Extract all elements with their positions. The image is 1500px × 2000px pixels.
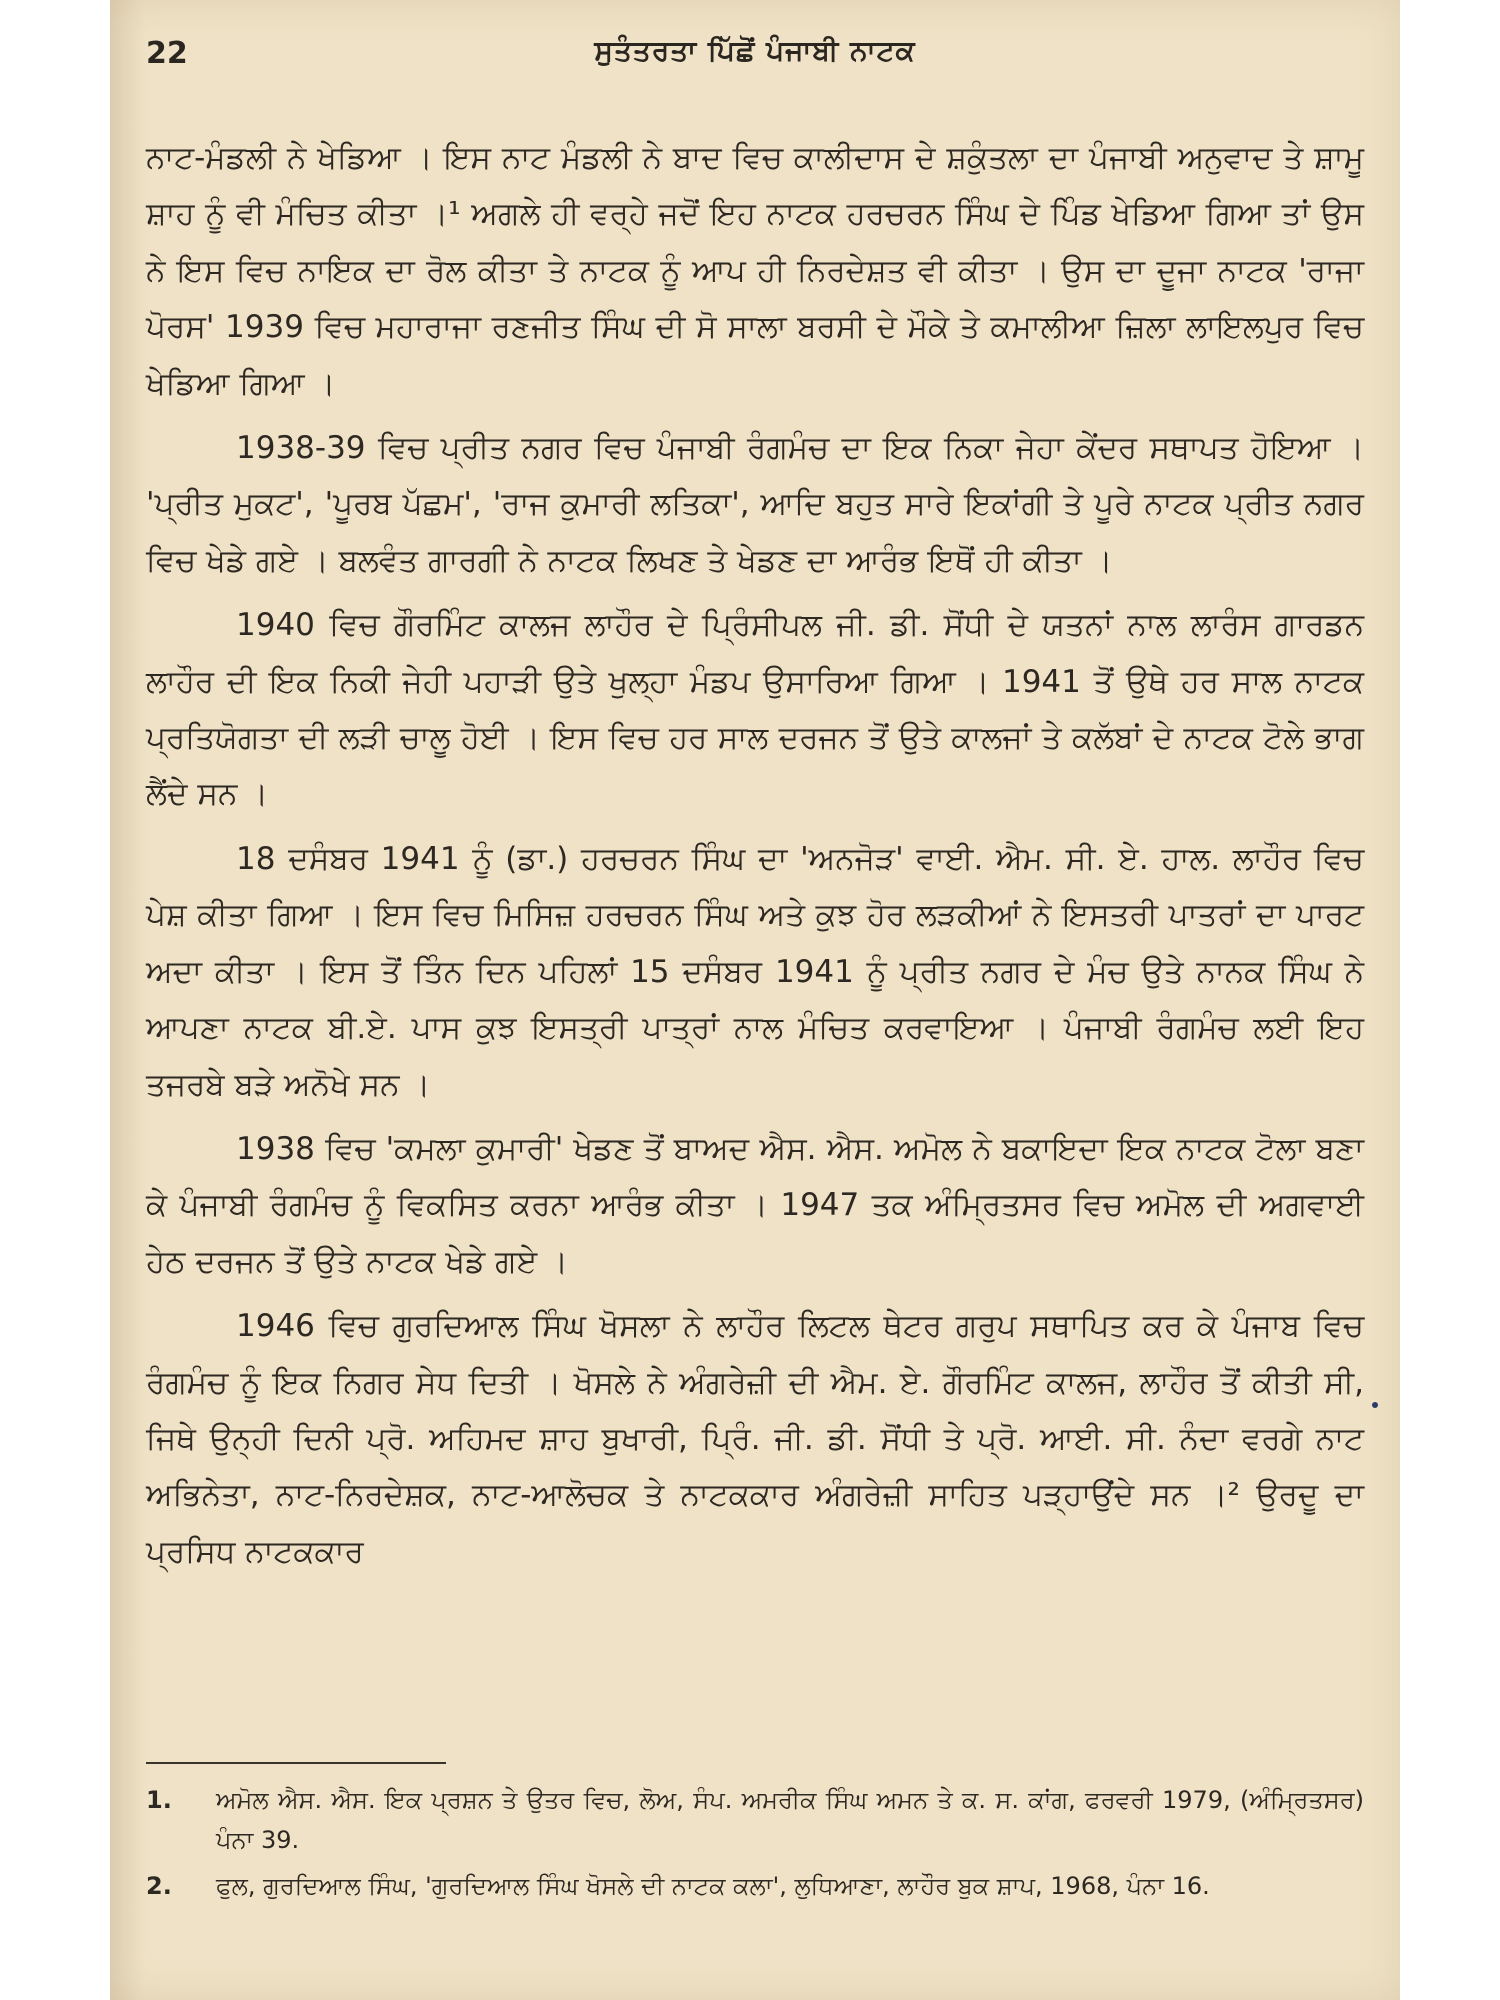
paragraph-3: 1940 ਵਿਚ ਗੌਰਮਿੰਟ ਕਾਲਜ ਲਾਹੌਰ ਦੇ ਪ੍ਰਿੰਸੀਪਲ ਜੀ. ਡੀ. ਸੋਂਧੀ ਦੇ ਯਤਨਾਂ ਨਾਲ ਲਾਰੰਸ ਗਾਰਡਨ ਲਾਹੌਰ ਦੀ ਇਕ ਨਿਕੀ ਜੇਹੀ ਪਹਾੜੀ ਉਤੇ ਖੁਲ੍ਹਾ ਮੰਡਪ ਉਸਾਰਿਆ ਗਿਆ । 1941 ਤੋਂ ਉਥੇ ਹਰ ਸਾਲ ਨਾਟਕ ਪ੍ਰਤਿਯੋਗਤਾ ਦੀ ਲੜੀ ਚਾਲੂ ਹੋਈ । ਇਸ ਵਿਚ ਹਰ ਸਾਲ ਦਰਜਨ ਤੋਂ ਉਤੇ ਕਾਲਜਾਂ ਤੇ ਕਲੱਬਾਂ ਦੇ ਨਾਟਕ ਟੋਲੇ ਭਾਗ ਲੈਂਦੇ ਸਨ ।: [146, 607, 1364, 813]
page-number: 22: [146, 36, 188, 71]
body-text: [146, 130, 1364, 1588]
paragraph-6: 1946 ਵਿਚ ਗੁਰਦਿਆਲ ਸਿੰਘ ਖੋਸਲਾ ਨੇ ਲਾਹੌਰ ਲਿਟਲ ਥੇਟਰ ਗਰੁਪ ਸਥਾਪਿਤ ਕਰ ਕੇ ਪੰਜਾਬ ਵਿਚ ਰੰਗਮੰਚ ਨੂੰ ਇਕ ਨਿਗਰ ਸੇਧ ਦਿਤੀ । ਖੋਸਲੇ ਨੇ ਅੰਗਰੇਜ਼ੀ ਦੀ ਐਮ. ਏ. ਗੌਰਮਿੰਟ ਕਾਲਜ, ਲਾਹੌਰ ਤੋਂ ਕੀਤੀ ਸੀ, ਜਿਥੇ ਉਨ੍ਹੀ ਦਿਨੀ ਪ੍ਰੋ. ਅਹਿਮਦ ਸ਼ਾਹ ਬੁਖਾਰੀ, ਪ੍ਰਿੰ. ਜੀ. ਡੀ. ਸੋਂਧੀ ਤੇ ਪ੍ਰੋ. ਆਈ. ਸੀ. ਨੰਦਾ ਵਰਗੇ ਨਾਟ ਅਭਿਨੇਤਾ, ਨਾਟ-ਨਿਰਦੇਸ਼ਕ, ਨਾਟ-ਆਲੋਚਕ ਤੇ ਨਾਟਕਕਾਰ ਅੰਗਰੇਜ਼ੀ ਸਾਹਿਤ ਪੜ੍ਹਾਉਂਦੇ ਸਨ ।² ਉਰਦੂ ਦਾ ਪ੍ਰਸਿਧ ਨਾਟਕਕਾਰ: [146, 1308, 1364, 1570]
book-page: [110, 0, 1400, 2000]
footnote-text: ਫੁਲ, ਗੁਰਦਿਆਲ ਸਿੰਘ, 'ਗੁਰਦਿਆਲ ਸਿੰਘ ਖੋਸਲੇ ਦੀ ਨਾਟਕ ਕਲਾ', ਲੁਧਿਆਣਾ, ਲਾਹੌਰ ਬੁਕ ਸ਼ਾਪ, 1968, ਪੰਨਾ 16.: [216, 1872, 1210, 1900]
footnotes: [146, 1780, 1364, 1912]
footnote-divider: [146, 1762, 446, 1764]
paragraph-5: 1938 ਵਿਚ 'ਕਮਲਾ ਕੁਮਾਰੀ' ਖੇਡਣ ਤੋਂ ਬਾਅਦ ਐਸ. ਐਸ. ਅਮੋਲ ਨੇ ਬਕਾਇਦਾ ਇਕ ਨਾਟਕ ਟੋਲਾ ਬਣਾ ਕੇ ਪੰਜਾਬੀ ਰੰਗਮੰਚ ਨੂੰ ਵਿਕਸਿਤ ਕਰਨਾ ਆਰੰਭ ਕੀਤਾ । 1947 ਤਕ ਅੰਮ੍ਰਿਤਸਰ ਵਿਚ ਅਮੋਲ ਦੀ ਅਗਵਾਈ ਹੇਠ ਦਰਜਨ ਤੋਂ ਉਤੇ ਨਾਟਕ ਖੇਡੇ ਗਏ ।: [146, 1130, 1364, 1280]
footnote-text: ਅਮੋਲ ਐਸ. ਐਸ. ਇਕ ਪ੍ਰਸ਼ਨ ਤੇ ਉਤਰ ਵਿਚ, ਲੋਅ, ਸੰਪ. ਅਮਰੀਕ ਸਿੰਘ ਅਮਨ ਤੇ ਕ. ਸ. ਕਾਂਗ, ਫਰਵਰੀ 1979, (ਅੰਮ੍ਰਿਤਸਰ) ਪੰਨਾ 39.: [216, 1786, 1364, 1854]
footnote-2: [146, 1866, 1364, 1906]
page-edge-shadow: [110, 0, 146, 2000]
footnote-number: 2.: [146, 1872, 172, 1900]
page-header: [146, 34, 1364, 84]
footnote-number: 1.: [146, 1786, 172, 1814]
ink-speck: [1372, 1402, 1378, 1408]
paragraph-2: 1938-39 ਵਿਚ ਪ੍ਰੀਤ ਨਗਰ ਵਿਚ ਪੰਜਾਬੀ ਰੰਗਮੰਚ ਦਾ ਇਕ ਨਿਕਾ ਜੇਹਾ ਕੇਂਦਰ ਸਥਾਪਤ ਹੋਇਆ । 'ਪ੍ਰੀਤ ਮੁਕਟ', 'ਪੂਰਬ ਪੱਛਮ', 'ਰਾਜ ਕੁਮਾਰੀ ਲਤਿਕਾ', ਆਦਿ ਬਹੁਤ ਸਾਰੇ ਇਕਾਂਗੀ ਤੇ ਪੂਰੇ ਨਾਟਕ ਪ੍ਰੀਤ ਨਗਰ ਵਿਚ ਖੇਡੇ ਗਏ । ਬਲਵੰਤ ਗਾਰਗੀ ਨੇ ਨਾਟਕ ਲਿਖਣ ਤੇ ਖੇਡਣ ਦਾ ਆਰੰਭ ਇਥੋਂ ਹੀ ਕੀਤਾ ।: [146, 430, 1364, 579]
paragraph-1: ਨਾਟ-ਮੰਡਲੀ ਨੇ ਖੇਡਿਆ । ਇਸ ਨਾਟ ਮੰਡਲੀ ਨੇ ਬਾਦ ਵਿਚ ਕਾਲੀਦਾਸ ਦੇ ਸ਼ਕੁੰਤਲਾ ਦਾ ਪੰਜਾਬੀ ਅਨੁਵਾਦ ਤੇ ਸ਼ਾਮੂ ਸ਼ਾਹ ਨੂੰ ਵੀ ਮੰਚਿਤ ਕੀਤਾ ।¹ ਅਗਲੇ ਹੀ ਵਰ੍ਹੇ ਜਦੋਂ ਇਹ ਨਾਟਕ ਹਰਚਰਨ ਸਿੰਘ ਦੇ ਪਿੰਡ ਖੇਡਿਆ ਗਿਆ ਤਾਂ ਉਸ ਨੇ ਇਸ ਵਿਚ ਨਾਇਕ ਦਾ ਰੋਲ ਕੀਤਾ ਤੇ ਨਾਟਕ ਨੂੰ ਆਪ ਹੀ ਨਿਰਦੇਸ਼ਤ ਵੀ ਕੀਤਾ । ਉਸ ਦਾ ਦੂਜਾ ਨਾਟਕ 'ਰਾਜਾ ਪੋਰਸ' 1939 ਵਿਚ ਮਹਾਰਾਜਾ ਰਣਜੀਤ ਸਿੰਘ ਦੀ ਸੋ ਸਾਲਾ ਬਰਸੀ ਦੇ ਮੌਕੇ ਤੇ ਕਮਾਲੀਆ ਜ਼ਿਲਾ ਲਾਇਲਪੁਰ ਵਿਚ ਖੇਡਿਆ ਗਿਆ ।: [146, 140, 1364, 402]
footnote-1: [146, 1780, 1364, 1860]
paragraph-4: 18 ਦਸੰਬਰ 1941 ਨੂੰ (ਡਾ.) ਹਰਚਰਨ ਸਿੰਘ ਦਾ 'ਅਨਜੋੜ' ਵਾਈ. ਐਮ. ਸੀ. ਏ. ਹਾਲ. ਲਾਹੌਰ ਵਿਚ ਪੇਸ਼ ਕੀਤਾ ਗਿਆ । ਇਸ ਵਿਚ ਮਿਸਿਜ਼ ਹਰਚਰਨ ਸਿੰਘ ਅਤੇ ਕੁਝ ਹੋਰ ਲੜਕੀਆਂ ਨੇ ਇਸਤਰੀ ਪਾਤਰਾਂ ਦਾ ਪਾਰਟ ਅਦਾ ਕੀਤਾ । ਇਸ ਤੋਂ ਤਿੰਨ ਦਿਨ ਪਹਿਲਾਂ 15 ਦਸੰਬਰ 1941 ਨੂੰ ਪ੍ਰੀਤ ਨਗਰ ਦੇ ਮੰਚ ਉਤੇ ਨਾਨਕ ਸਿੰਘ ਨੇ ਆਪਣਾ ਨਾਟਕ ਬੀ.ਏ. ਪਾਸ ਕੁਝ ਇਸਤ੍ਰੀ ਪਾਤ੍ਰਾਂ ਨਾਲ ਮੰਚਿਤ ਕਰਵਾਇਆ । ਪੰਜਾਬੀ ਰੰਗਮੰਚ ਲਈ ਇਹ ਤਜਰਬੇ ਬੜੇ ਅਨੋਖੇ ਸਨ ।: [146, 840, 1364, 1103]
running-title: ਸੁਤੰਤਰਤਾ ਪਿੱਛੋਂ ਪੰਜਾਬੀ ਨਾਟਕ: [594, 34, 916, 67]
